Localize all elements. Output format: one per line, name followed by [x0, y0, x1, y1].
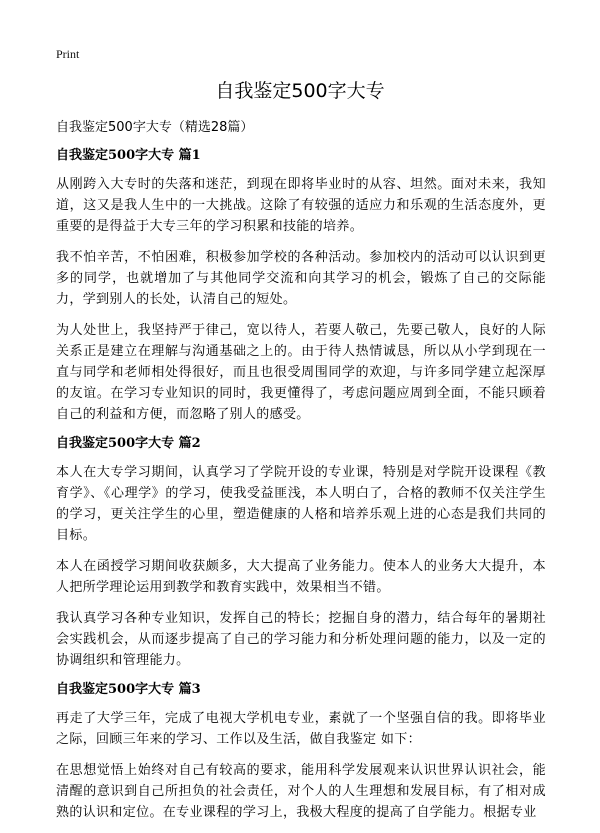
- paragraph: 为人处世上，我坚持严于律己，宽以待人，若要人敬己，先要己敬人，良好的人际关系正是建立在理解与沟通基础之上的。由于待人热情诚恳，所以从小学到现在一直与同学和老师相处得很好，而且也很受周围同学的欢迎，与许多同学建立起深厚的友谊。在学习专业知识的同时，我更懂得了，考虑问题应周到全面，不能只顾着自己的利益和方便，而忽略了别人的感受。: [56, 323, 546, 422]
- section-2: [56, 435, 546, 671]
- section-heading: 自我鉴定500字大专 篇2: [56, 436, 201, 451]
- page-title: 自我鉴定500字大专: [215, 80, 385, 102]
- paragraph: 我不怕辛苦，不怕困难，积极参加学校的各种活动。参加校内的活动可以认识到更多的同学，也就增加了与其他同学交流和向其学习的机会，锻炼了自己的交际能力，学到别人的长处，认清自己的短处。: [56, 250, 546, 307]
- section-heading: 自我鉴定500字大专 篇3: [56, 682, 201, 697]
- section-heading: 自我鉴定500字大专 篇1: [56, 148, 201, 163]
- paragraph: 从刚跨入大专时的失落和迷茫，到现在即将毕业时的从容、坦然。面对未来，我知道，这又是我人生中的一大挑战。这除了有较强的适应力和乐观的生活态度外，更重要的是得益于大专三年的学习积累和技能的培养。: [56, 177, 546, 234]
- section-3: [56, 681, 546, 823]
- paragraph: 再走了大学三年，完成了电视大学机电专业，素就了一个坚强自信的我。即将毕业之际，回顾三年来的学习、工作以及生活，做自我鉴定 如下：: [56, 711, 546, 747]
- article-body: [56, 119, 546, 833]
- paragraph: 在思想觉悟上始终对自己有较高的要求，能用科学发展观来认识世界认识社会，能清醒的意识到自己所担负的社会责任，对个人的人生理想和发展目标，有了相对成熟的认识和定位。在专业课程的学习上，我极大程度的提高了自学能力。根据专业: [56, 763, 546, 820]
- section-1: [56, 147, 546, 425]
- paragraph: 本人在函授学习期间收获颇多，大大提高了业务能力。使本人的业务大大提升，本人把所学理论运用到教学和教育实践中，效果相当不错。: [56, 559, 546, 595]
- paragraph: 本人在大专学习期间，认真学习了学院开设的专业课，特别是对学院开设课程《教育学》、《心理学》的学习，使我受益匪浅，本人明白了，合格的教师不仅关注学生的学习，更关注学生的心里，塑造健康的人格和培养乐观上进的心态是我们共同的目标。: [56, 465, 546, 543]
- paragraph: 我认真学习各种专业知识，发挥自己的特长；挖掘自身的潜力，结合每年的暑期社会实践机会，从而逐步提高了自己的学习能力和分析处理问题的能力，以及一定的协调组织和管理能力。: [56, 611, 546, 668]
- print-link[interactable]: Print: [56, 47, 80, 61]
- article-subtitle: 自我鉴定500字大专（精选28篇）: [56, 120, 254, 135]
